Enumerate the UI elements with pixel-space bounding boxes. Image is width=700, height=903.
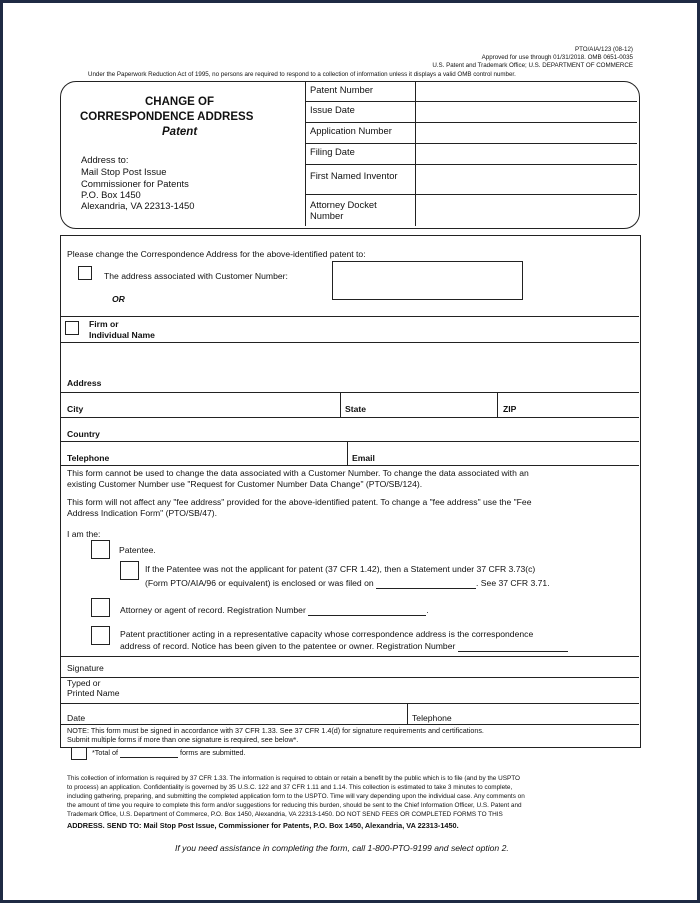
state-input[interactable] <box>375 394 495 416</box>
attorney-docket-label-2: Number <box>310 210 344 221</box>
issue-date-input[interactable] <box>417 103 635 121</box>
signature-telephone-label: Telephone <box>412 713 452 723</box>
date-input[interactable] <box>92 705 404 723</box>
firm-name-input[interactable] <box>175 318 635 340</box>
statement-line1: If the Patentee was not the applicant for patent (37 CFR 1.42), then a Statement under 37 CFR 3.73(c) <box>145 564 536 574</box>
application-number-input[interactable] <box>417 124 635 142</box>
signature-telephone-input[interactable] <box>465 705 635 723</box>
statement-line2-suffix: . See 37 CFR 3.71. <box>476 578 550 588</box>
filing-date-label: Filing Date <box>310 146 355 157</box>
statement-checkbox[interactable] <box>120 561 139 580</box>
typed-name-label-1: Typed or <box>67 678 101 688</box>
divider-typed-bottom <box>60 703 639 704</box>
title-line1: CHANGE OF <box>145 96 214 108</box>
divider-firm-top <box>60 316 639 317</box>
form-id: PTO/AIA/123 (08-12) <box>574 46 633 53</box>
firm-label-line1 <box>89 319 119 329</box>
address-to-line4: P.O. Box 1450 <box>81 189 141 200</box>
typed-name-input[interactable] <box>135 679 635 701</box>
typed-name-label-2: Printed Name <box>67 688 120 698</box>
signature-label: Signature <box>67 663 104 673</box>
attorney-docket-input[interactable] <box>417 196 627 224</box>
statement-line2 <box>145 578 550 589</box>
burden-line-4: the amount of time you require to complete this form and/or suggestions for reducing this burden, should be sent to the Chief Information Officer, U.S. Patent and <box>67 802 522 809</box>
divider-date-bottom <box>60 724 639 725</box>
practitioner-line1: Patent practitioner acting in a representative capacity whose correspondence address is the correspondence <box>120 629 534 639</box>
telephone-label: Telephone <box>67 453 110 463</box>
i-am-label: I am the: <box>67 529 101 539</box>
patentee-label: Patentee. <box>119 545 156 555</box>
filing-date-input[interactable] <box>417 145 635 163</box>
id-grid-vline-2 <box>415 82 416 226</box>
customer-number-checkbox[interactable] <box>78 266 92 280</box>
assistance-line: If you need assistance in completing the form, call 1-800-PTO-9199 and select option 2. <box>175 843 509 853</box>
divider-signature-bottom <box>60 677 639 678</box>
address-to-line5: Alexandria, VA 22313-1450 <box>81 200 195 211</box>
city-state-divider <box>340 392 341 417</box>
address-input[interactable] <box>62 344 636 390</box>
country-label: Country <box>67 429 100 439</box>
burden-line-2: to process) an application. Confidentiality is governed by 35 U.S.C. 122 and 37 CFR 1.11 and 1.14. This collection is estimated to take 3 minutes to complete, <box>67 784 513 791</box>
city-label: City <box>67 404 84 414</box>
send-to-line: ADDRESS. SEND TO: Mail Stop Post Issue, Commissioner for Patents, P.O. Box 1450, Alexandria, VA 22313-1450. <box>67 821 459 830</box>
change-instruction: Please change the Correspondence Address for the above-identified patent to: <box>67 249 366 259</box>
tel-email-divider <box>347 441 348 465</box>
divider-city-bottom <box>60 417 639 418</box>
firm-checkbox[interactable] <box>65 321 79 335</box>
state-zip-divider <box>497 392 498 417</box>
address-to-line2: Mail Stop Post Issue <box>81 166 167 177</box>
attorney-docket-label-1: Attorney Docket <box>310 199 377 210</box>
divider-address-bottom <box>60 392 639 393</box>
patent-number-label: Patent Number <box>310 84 374 95</box>
paperwork-line: Under the Paperwork Reduction Act of 1995, no persons are required to respond to a collection of information unless it displays a valid OMB control number. <box>88 71 516 78</box>
signature-note-line1: NOTE: This form must be signed in accordance with 37 CFR 1.33. See 37 CFR 1.4(d) for signature requirements and certifications. <box>67 726 484 735</box>
title-line2: CORRESPONDENCE ADDRESS <box>80 111 254 123</box>
patentee-checkbox[interactable] <box>91 540 110 559</box>
id-grid-hline-4 <box>305 164 637 165</box>
approval-line: Approved for use through 01/31/2018. OMB 0651-0035 <box>481 54 633 61</box>
address-to-line3: Commissioner for Patents <box>81 178 189 189</box>
first-named-inventor-input[interactable] <box>417 166 635 193</box>
total-forms-label: *Total of <box>92 748 118 757</box>
total-forms-suffix: forms are submitted. <box>179 748 246 757</box>
id-grid-hline-5 <box>305 194 637 195</box>
burden-line-5: Trademark Office, U.S. Department of Commerce, P.O. Box 1450, Alexandria, VA 22313-1450. DO NOT SEND FEES OR COMPLETED FORMS TO THIS <box>67 811 503 818</box>
first-named-inventor-label: First Named Inventor <box>310 170 398 181</box>
city-input[interactable] <box>90 394 338 416</box>
address-label: Address <box>67 378 102 388</box>
id-grid-hline-1 <box>305 101 637 102</box>
total-forms-line <box>92 749 246 758</box>
customer-number-label: The address associated with Customer Number: <box>104 271 288 281</box>
statement-line2-text: (Form PTO/AIA/96 or equivalent) is enclosed or was filed on <box>145 578 374 588</box>
attorney-label: Attorney or agent of record. Registration Number <box>120 605 306 615</box>
practitioner-line2 <box>120 641 568 652</box>
id-grid-hline-3 <box>305 143 637 144</box>
note1-line2: existing Customer Number use "Request for Customer Number Data Change" (PTO/SB/124). <box>67 479 423 489</box>
telephone-input[interactable] <box>125 443 345 464</box>
issue-date-label: Issue Date <box>310 104 355 115</box>
or-label: OR <box>112 294 125 304</box>
divider-firm-bottom <box>60 342 639 343</box>
state-label: State <box>345 404 367 414</box>
attorney-line <box>120 605 429 616</box>
attorney-checkbox[interactable] <box>91 598 110 617</box>
total-forms-checkbox[interactable] <box>71 747 87 760</box>
id-grid-vline-1 <box>305 82 306 226</box>
zip-input[interactable] <box>525 394 635 416</box>
attorney-suffix: . <box>426 605 429 615</box>
title-subtitle: Patent <box>162 126 198 138</box>
date-tel-divider <box>407 703 408 724</box>
total-forms-input[interactable] <box>120 749 178 758</box>
practitioner-registration-input[interactable] <box>458 641 568 652</box>
note1-line1: This form cannot be used to change the data associated with a Customer Number. To change the data associated with an <box>67 468 529 478</box>
note2-line1: This form will not affect any "fee address" provided for the above-identified patent. To change a "fee address" use the "Fee <box>67 497 532 507</box>
patent-number-input[interactable] <box>417 83 627 100</box>
burden-line-1: This collection of information is required by 37 CFR 1.33. The information is required to obtain or retain a benefit by the public which is to file (and by the USPTO <box>67 775 521 782</box>
divider-signature-top <box>60 656 639 657</box>
firm-label-text: Firm or <box>89 319 119 329</box>
email-input[interactable] <box>385 443 635 464</box>
id-grid-hline-2 <box>305 122 637 123</box>
office-line: U.S. Patent and Trademark Office; U.S. DEPARTMENT OF COMMERCE <box>432 62 633 69</box>
firm-label-line2: Individual Name <box>89 330 155 340</box>
date-label: Date <box>67 713 86 723</box>
practitioner-checkbox[interactable] <box>91 626 110 645</box>
address-to-line1: Address to: <box>81 154 129 165</box>
burden-line-3: including gathering, preparing, and submitting the completed application form to the USPTO. Time will vary depending upon the individual case. Any comments on <box>67 793 525 800</box>
signature-input[interactable] <box>115 658 635 676</box>
application-number-label: Application Number <box>310 125 392 136</box>
statement-filed-date-input[interactable] <box>376 578 476 589</box>
divider-country-bottom <box>60 441 639 442</box>
customer-number-input[interactable] <box>332 261 523 300</box>
email-label: Email <box>352 453 375 463</box>
note2-line2: Address Indication Form" (PTO/SB/47). <box>67 508 217 518</box>
country-input[interactable] <box>110 419 635 440</box>
attorney-registration-input[interactable] <box>308 605 429 616</box>
zip-label: ZIP <box>503 404 517 414</box>
divider-email-bottom <box>60 465 639 466</box>
practitioner-label: address of record. Notice has been given to the patentee or owner. Registration Number <box>120 641 456 651</box>
signature-note-line2: Submit multiple forms if more than one signature is required, see below*. <box>67 735 299 744</box>
